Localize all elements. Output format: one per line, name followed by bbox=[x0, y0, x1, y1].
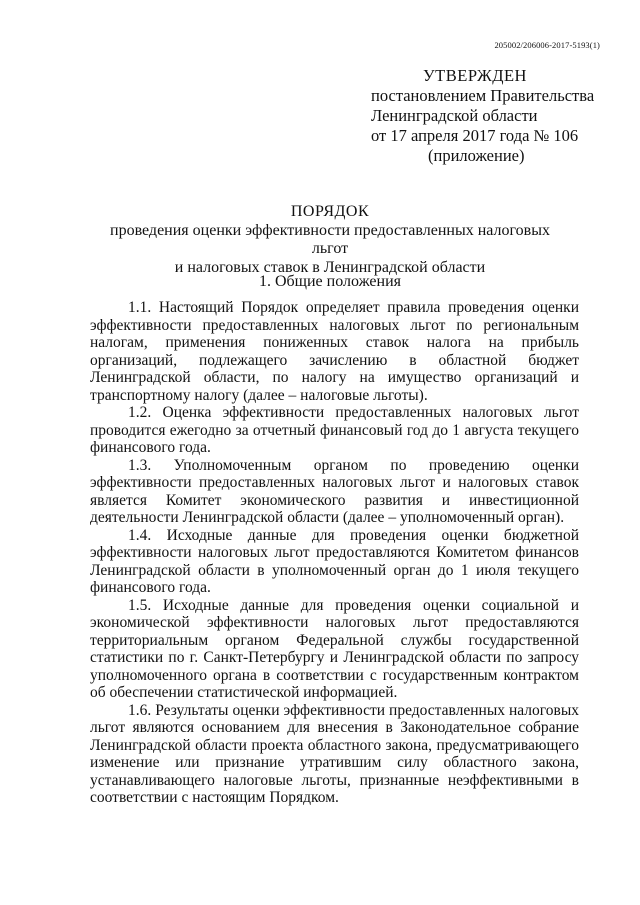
paragraph-1-4: 1.4. Исходные данные для проведения оценки бюджетной эффективности налоговых льгот предоставляются Комитетом финансов Ленинградской области в уполномоченный орган до 1 июля текущего финансового года. bbox=[90, 526, 579, 596]
paragraph-1-6: 1.6. Результаты оценки эффективности предоставленных налоговых льгот являются основанием для внесения в Законодательное собрание Ленинградской области проекта областного закона, предусматривающего изменение или признание утратившим силу областного закона, устанавливающего налоговые льготы, признанные неэффективными в соответствии с настоящим Порядком. bbox=[90, 701, 579, 806]
section-heading: 1. Общие положения bbox=[258, 273, 402, 290]
title-main: ПОРЯДОК bbox=[290, 203, 370, 220]
title-line-2: и налоговых ставок в Ленинградской области bbox=[174, 258, 486, 276]
approval-stamp bbox=[371, 66, 594, 166]
title-line-1: проведения оценки эффективности предоставленных налоговых льгот bbox=[110, 221, 550, 257]
approval-heading: УТВЕРЖДЕН bbox=[423, 66, 527, 85]
section-body bbox=[90, 299, 579, 807]
paragraph-1-1: 1.1. Настоящий Порядок определяет правила проведения оценки эффективности предоставленных налоговых льгот по региональным налогам, применения пониженных ставок налога на прибыль организаций, подлежащего зачислению в областной бюджет Ленинградской области, по налогу на имущество организаций и транспортному налогу (далее – налоговые льготы). bbox=[90, 299, 579, 404]
approval-line-2: Ленинградской области bbox=[371, 106, 538, 125]
approval-line-1: постановлением Правительства bbox=[371, 86, 595, 105]
approval-line-3: от 17 апреля 2017 года № 106 bbox=[371, 126, 579, 145]
paragraph-1-3: 1.3. Уполномоченным органом по проведению оценки эффективности предоставленных налоговых льгот и налоговых ставок является Комитет экономического развития и инвестиционной деятельности Ленинградской области (далее – уполномоченный орган). bbox=[90, 456, 579, 526]
approval-appendix: (приложение) bbox=[428, 146, 525, 165]
document-title bbox=[90, 203, 570, 277]
paragraph-1-2: 1.2. Оценка эффективности предоставленных налоговых льгот проводится ежегодно за отчетный финансовый год до 1 августа текущего финансового года. bbox=[90, 404, 579, 456]
paragraph-1-5: 1.5. Исходные данные для проведения оценки социальной и экономической эффективности налоговых льгот предоставляются территориальным органом Федеральной службы государственной статистики по г. Санкт-Петербургу и Ленинградской области по запросу уполномоченного органа в соответствии с государственным контрактом об обеспечении статистической информацией. bbox=[90, 596, 579, 701]
document-code: 205002/206006-2017-5193(1) bbox=[494, 40, 600, 50]
